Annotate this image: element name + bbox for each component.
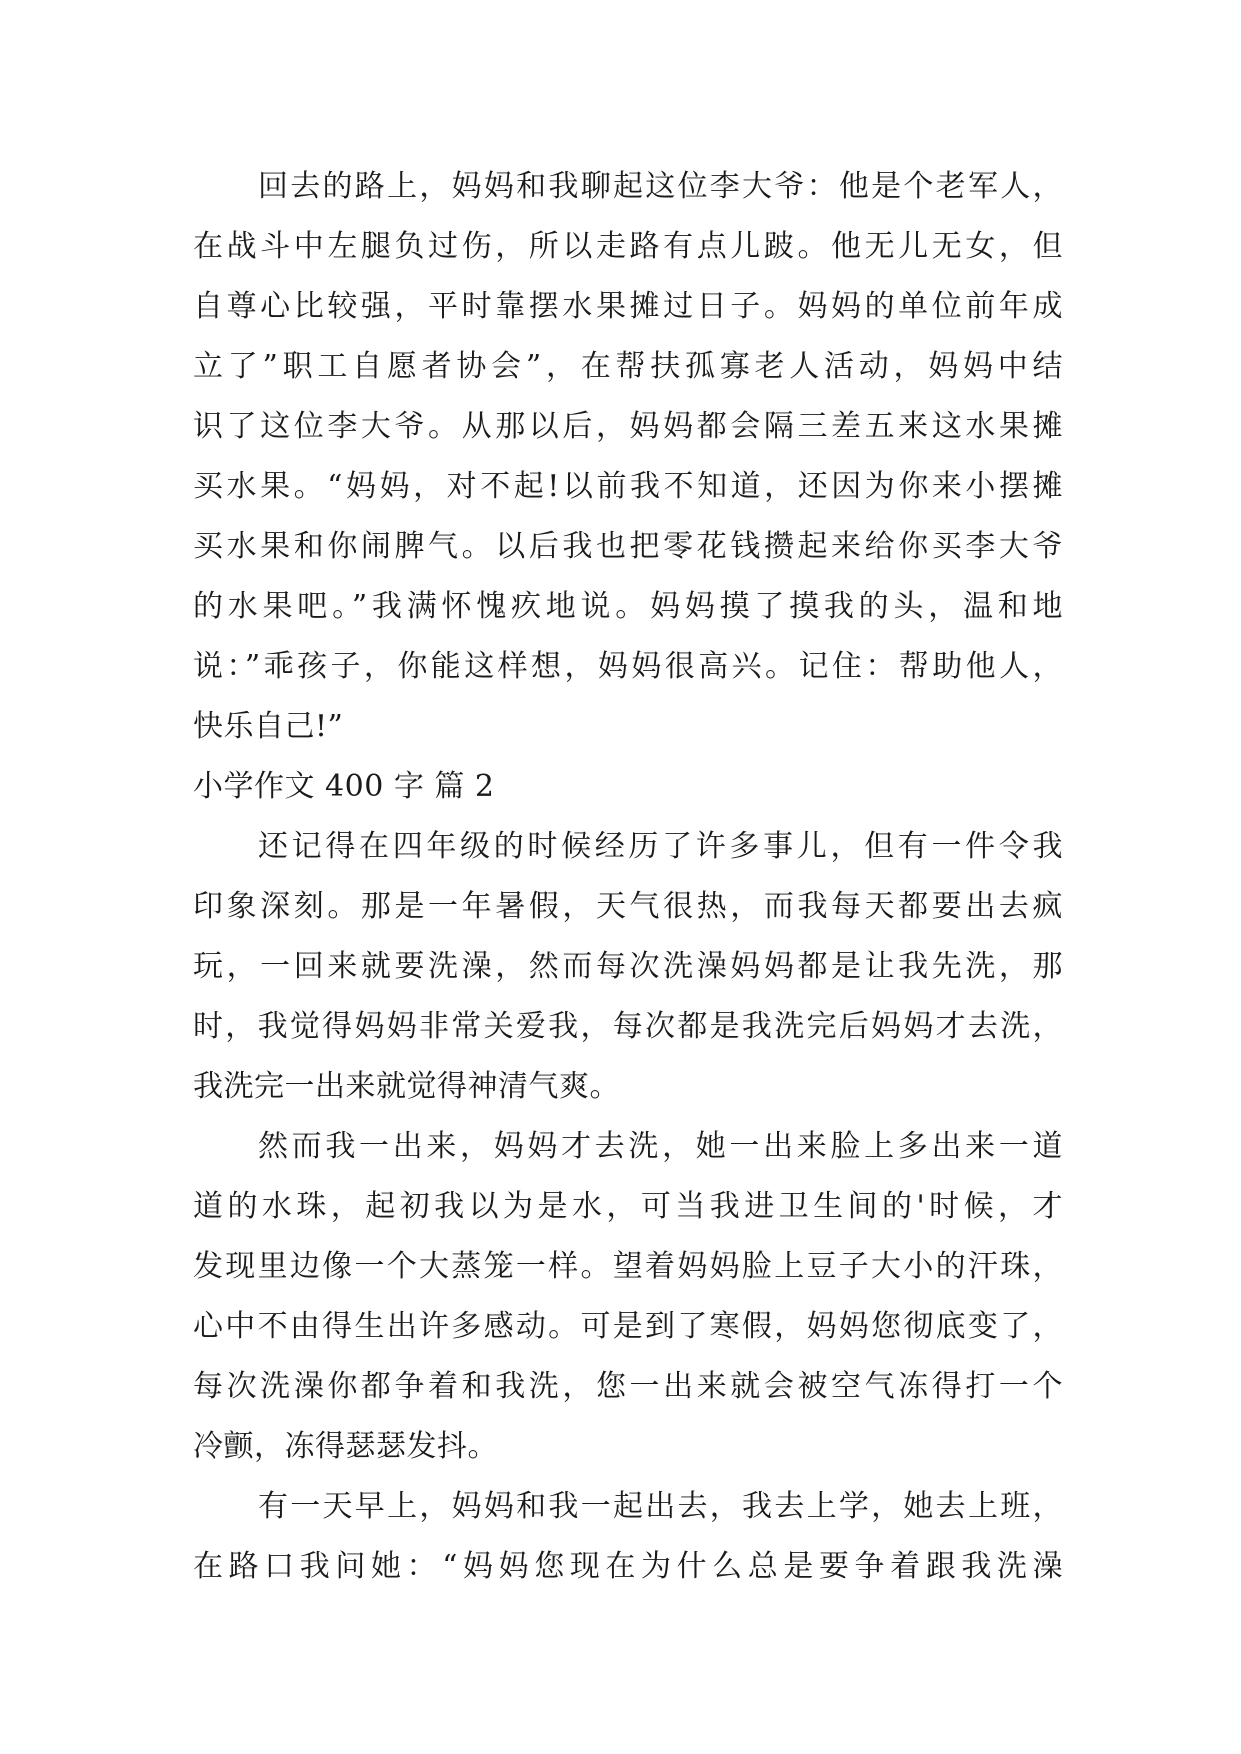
paragraph-1-line-7: 买水果和你闹脾气。以后我也把零花钱攒起来给你买李大爷 [193,529,1063,564]
paragraph-2-line-1: 还记得在四年级的时候经历了许多事儿，但有一件令我 [258,829,1063,864]
paragraph-3-line-2: 道的水珠，起初我以为是水，可当我进卫生间的'时候，才 [193,1189,1063,1224]
paragraph-1-line-3: 自尊心比较强，平时靠摆水果摊过日子。妈妈的单位前年成 [193,289,1063,324]
paragraph-3-line-4: 心中不由得生出许多感动。可是到了寒假，妈妈您彻底变了， [193,1309,1063,1344]
paragraph-1-line-2: 在战斗中左腿负过伤，所以走路有点儿跛。他无儿无女，但 [193,229,1063,264]
paragraph-1-line-9: 说：”乖孩子，你能这样想，妈妈很高兴。记住：帮助他人， [193,649,1063,684]
paragraph-2-line-3: 玩，一回来就要洗澡，然而每次洗澡妈妈都是让我先洗，那 [193,949,1063,984]
paragraph-2-line-2: 印象深刻。那是一年暑假，天气很热，而我每天都要出去疯 [193,889,1063,924]
paragraph-1-line-4: 立了”职工自愿者协会”，在帮扶孤寡老人活动，妈妈中结 [193,349,1063,384]
paragraph-2-line-4: 时，我觉得妈妈非常关爱我，每次都是我洗完后妈妈才去洗， [193,1009,1063,1044]
paragraph-1-line-5: 识了这位李大爷。从那以后，妈妈都会隔三差五来这水果摊 [193,409,1063,444]
paragraph-3-line-1: 然而我一出来，妈妈才去洗，她一出来脸上多出来一道 [258,1129,1063,1164]
paragraph-2-line-5: 我洗完一出来就觉得神清气爽。 [193,1069,620,1104]
paragraph-1-line-8: 的水果吧。”我满怀愧疚地说。妈妈摸了摸我的头，温和地 [193,589,1063,624]
paragraph-1-line-6: 买水果。“妈妈，对不起!以前我不知道，还因为你来小摆摊 [193,469,1063,504]
paragraph-3-line-5: 每次洗澡你都争着和我洗，您一出来就会被空气冻得打一个 [193,1369,1063,1404]
section-heading: 小学作文 400 字 篇 2 [193,769,495,804]
paragraph-3-line-6: 冷颤，冻得瑟瑟发抖。 [193,1429,498,1464]
paragraph-1-line-10: 快乐自己!” [193,709,344,744]
paragraph-4-line-1: 有一天早上，妈妈和我一起出去，我去上学，她去上班， [258,1489,1063,1524]
paragraph-4-line-2: 在路口我问她：“妈妈您现在为什么总是要争着跟我洗澡 [193,1549,1063,1584]
paragraph-3-line-3: 发现里边像一个大蒸笼一样。望着妈妈脸上豆子大小的汗珠， [193,1249,1063,1284]
paragraph-1-line-1: 回去的路上，妈妈和我聊起这位李大爷：他是个老军人， [258,169,1063,204]
